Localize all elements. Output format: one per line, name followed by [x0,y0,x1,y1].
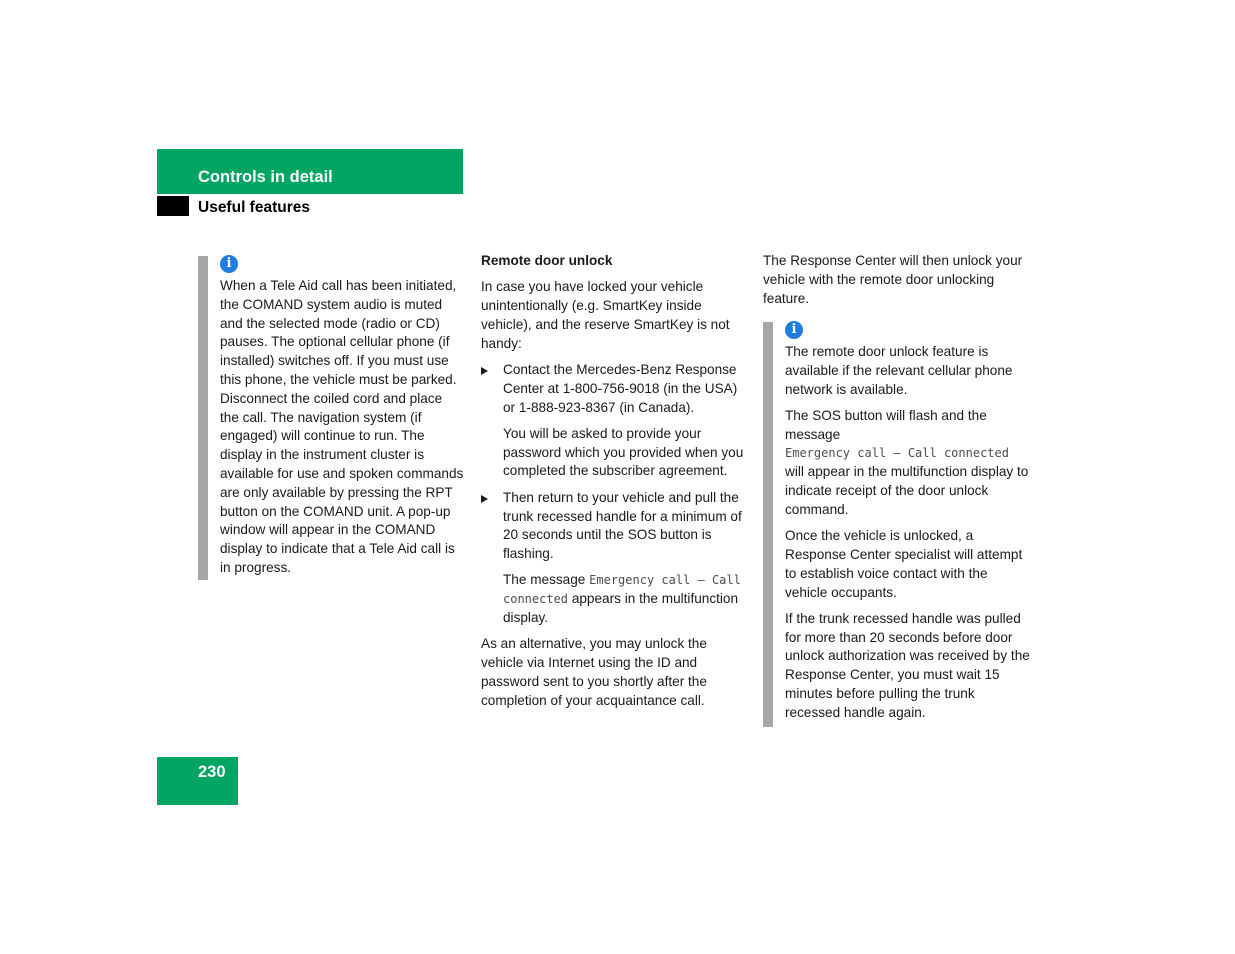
note-text: Once the vehicle is unlocked, a Response Center specialist will attempt to establish voice contact with the vehicle occupants. [785,528,1023,600]
step-note: You will be asked to provide your password which you provided when you completed the subscriber agreement. [503,425,744,479]
note-suffix: will appear in the multifunction display to indicate receipt of the door unlock command. [785,464,1029,517]
step-pull-handle [481,489,749,564]
remote-door-unlock-section [481,252,749,711]
info-note-remote-unlock [785,321,1031,723]
step-contact-center [481,361,749,417]
intro-text: In case you have locked your vehicle unintentionally (e.g. SmartKey inside vehicle), and the reserve SmartKey is not handy: [481,279,730,351]
display-code: Emergency call – Call connected [785,446,1009,461]
note-bar [198,256,208,580]
bullet-arrow-icon [481,495,488,503]
info-icon: i [785,321,803,339]
note-text: The remote door unlock feature is available if the relevant cellular phone network is available. [785,344,1013,397]
note-text: When a Tele Aid call has been initiated, the COMAND system audio is muted and the selected mode (radio or CD) pauses. The optional cellular phone (if installed) switches off. If you must use this phone, the vehicle must be parked. Disconnect the coiled cord and place the call. The navigation system (if engaged) will continue to run. The display in the instrument cluster is available for use and spoken commands are only available by pressing the RPT button on the COMAND unit. A pop-up window will appear in the COMAND display to indicate that a Tele Aid call is in progress. [220,278,464,575]
display-code: Emergency call – Call connected [503,573,741,607]
step-text: Then return to your vehicle and pull the trunk recessed handle for a minimum of 20 seconds until the SOS button is flashing. [503,489,742,562]
message-suffix: appears in the multifunction display. [503,591,739,626]
bullet-arrow-icon [481,367,488,375]
step-text: Contact the Mercedes-Benz Response Center at 1-800-756-9018 (in the USA) or 1-888-923-8367 (in Canada). [503,361,738,415]
response-center-text [763,252,1029,308]
info-icon: i [220,255,238,273]
display-message [481,571,749,627]
note-prefix: The SOS button will flash and the message [785,407,987,442]
intro-text: The Response Center will then unlock your vehicle with the remote door unlocking feature. [763,253,1023,306]
subsection-marker [157,196,189,216]
note-text: If the trunk recessed handle was pulled for more than 20 seconds before door unlock authorization was received by the Response Center, you must wait 15 minutes before pulling the trunk recessed handle again. [785,610,1030,720]
page-number: 230 [198,763,226,781]
section-title: Controls in detail [198,168,333,186]
section-heading: Remote door unlock [481,253,613,268]
info-note-tele-aid [220,255,464,578]
note-text [785,407,1031,520]
subsection-title: Useful features [198,199,310,216]
note-bar [763,322,773,727]
alternative-text: As an alternative, you may unlock the vehicle via Internet using the ID and password sent to you shortly after the completion of your acquaintance call. [481,636,707,708]
message-prefix: The message [503,572,586,588]
